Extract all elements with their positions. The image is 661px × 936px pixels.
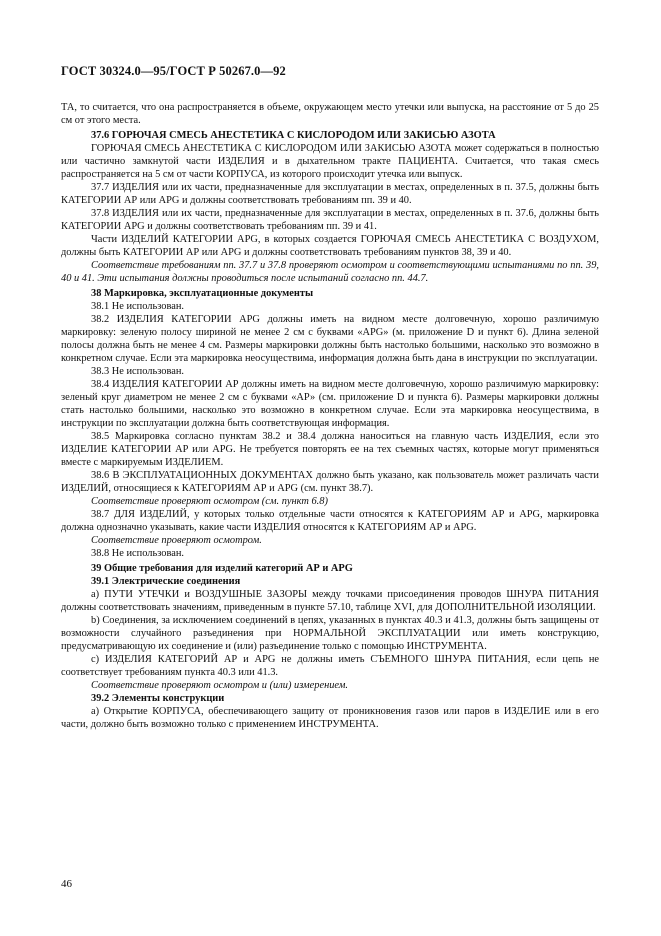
paragraph: 38.2 ИЗДЕЛИЯ КАТЕГОРИИ APG должны иметь на видном месте долговечную, хорошо различимую маркировку: зеленую полосу шириной не менее 2 см с буквами «APG» (м. приложение D и пункт 6). Длина зеленой полосы должна быть не менее 4 см. Размеры маркировки должны быть настолько большими, насколько это возможно в конкретном случае. Если эта маркировка неосуществима, информация должна быть дана в инструкции по эксплуатации. bbox=[61, 314, 599, 364]
paragraph: b) Соединения, за исключением соединений в цепях, указанных в пунктах 40.3 и 41.3, должны быть защищены от возможности случайного разъединения при НОРМАЛЬНОЙ ЭКСПЛУАТАЦИИ или иметь конструкцию, предусматривающую их соединение и (или) разъединение только с помощью ИНСТРУМЕНТА. bbox=[61, 615, 599, 652]
compliance-note: Соответствие проверяют осмотром и (или) измерением. bbox=[91, 680, 349, 691]
paragraph: 38.4 ИЗДЕЛИЯ КАТЕГОРИИ АР должны иметь на видном месте долговечную, хорошо различимую маркировку: зеленый круг диаметром не менее 2 см с буквами «АР» (см. приложение D и пункта 6). Размеры маркировки должны стать настолько большими, насколько это возможно в конкретном случае. Если эта маркировка неосуществима, в инструкции по эксплуатации должна быть соответствующая информация. bbox=[61, 379, 599, 429]
paragraph: 38.1 Не использован. bbox=[91, 301, 184, 312]
section-heading: 37.6 ГОРЮЧАЯ СМЕСЬ АНЕСТЕТИКА С КИСЛОРОДОМ ИЛИ ЗАКИСЬЮ АЗОТА bbox=[91, 130, 496, 141]
paragraph: 38.6 В ЭКСПЛУАТАЦИОННЫХ ДОКУМЕНТАХ должно быть указано, как пользователь может различать части ИЗДЕЛИЙ, относящиеся к КАТЕГОРИЯМ АР и APG (см. пункт 38.7). bbox=[61, 470, 599, 494]
compliance-note: Соответствие требованиям пп. 37.7 и 37.8 проверяют осмотром и соответствующими испытаниями по пп. 39, 40 и 41. Эти испытания должны проводиться после испытаний согласно пп. 44.7. bbox=[61, 260, 599, 284]
page-number: 46 bbox=[61, 878, 72, 890]
body-text bbox=[61, 101, 599, 731]
paragraph: 38.7 ДЛЯ ИЗДЕЛИЙ, у которых только отдельные части относятся к КАТЕГОРИЯМ АР и APG, маркировка должна однозначно указывать, какие части ИЗДЕЛИЯ относятся к КАТЕГОРИЯМ АР и APG. bbox=[61, 509, 599, 533]
paragraph: 38.8 Не использован. bbox=[91, 548, 184, 559]
section-heading: 38 Маркировка, эксплуатационные документы bbox=[91, 288, 314, 299]
paragraph: а) ПУТИ УТЕЧКИ и ВОЗДУШНЫЕ ЗАЗОРЫ между точками присоединения проводов ШНУРА ПИТАНИЯ должны соответствовать значениям, приведенным в пункте 57.10, таблице XVI, для ДОПОЛНИТЕЛЬНОЙ ИЗОЛЯЦИИ. bbox=[61, 589, 599, 613]
paragraph: ТА, то считается, что она распространяется в объеме, окружающем место утечки или выпуска, на расстояние от 5 до 25 см от этого места. bbox=[61, 102, 599, 126]
paragraph: 38.3 Не использован. bbox=[91, 366, 184, 377]
paragraph: 38.5 Маркировка согласно пунктам 38.2 и 38.4 должна наноситься на главную часть ИЗДЕЛИЯ, если это ИЗДЕЛИЕ КАТЕГОРИИ АР или APG. Не требуется повторять ее на тех съемных частях, которые могут применяться вместе с маркируемым ИЗДЕЛИЕМ. bbox=[61, 431, 599, 468]
paragraph: 37.7 ИЗДЕЛИЯ или их части, предназначенные для эксплуатации в местах, определенных в п. 37.5, должны быть КАТЕГОРИИ АР или APG и должны соответствовать требованиям пп. 39 и 40. bbox=[61, 182, 599, 206]
paragraph: Части ИЗДЕЛИЙ КАТЕГОРИИ APG, в которых создается ГОРЮЧАЯ СМЕСЬ АНЕСТЕТИКА С ВОЗДУХОМ, должны быть КАТЕГОРИИ АР или APG и должны соответствовать требованиям пунктов 38, 39 и 40. bbox=[61, 234, 599, 258]
compliance-note: Соответствие проверяют осмотром (см. пункт 6.8) bbox=[91, 496, 328, 507]
subsection-heading: 39.2 Элементы конструкции bbox=[91, 693, 225, 704]
compliance-note: Соответствие проверяют осмотром. bbox=[91, 535, 262, 546]
paragraph: а) Открытие КОРПУСА, обеспечивающего защиту от проникновения газов или паров в ИЗДЕЛИЕ или в его части, должно быть возможно только с применением ИНСТРУМЕНТА. bbox=[61, 706, 599, 730]
paragraph: ГОРЮЧАЯ СМЕСЬ АНЕСТЕТИКА С КИСЛОРОДОМ ИЛИ ЗАКИСЬЮ АЗОТА может содержаться в полностью или частично замкнутой части ИЗДЕЛИЯ и в дыхательном тракте ПАЦИЕНТА. Считается, что такая смесь распространяется на 5 см от части КОРПУСА, из которого происходит утечка или выпуск. bbox=[61, 143, 599, 180]
paragraph: с) ИЗДЕЛИЯ КАТЕГОРИЙ АР и APG не должны иметь СЪЕМНОГО ШНУРА ПИТАНИЯ, если цепь не соответствует требованиям пункта 40.3 или 41.3. bbox=[61, 654, 599, 678]
subsection-heading: 39.1 Электрические соединения bbox=[91, 576, 241, 587]
page-header: ГОСТ 30324.0—95/ГОСТ Р 50267.0—92 bbox=[61, 64, 286, 78]
section-heading: 39 Общие требования для изделий категорий АР и APG bbox=[91, 563, 353, 574]
paragraph: 37.8 ИЗДЕЛИЯ или их части, предназначенные для эксплуатации в местах, определенных в п. 37.6, должны быть КАТЕГОРИИ APG и должны соответствовать требованиям пп. 39 и 41. bbox=[61, 208, 599, 232]
